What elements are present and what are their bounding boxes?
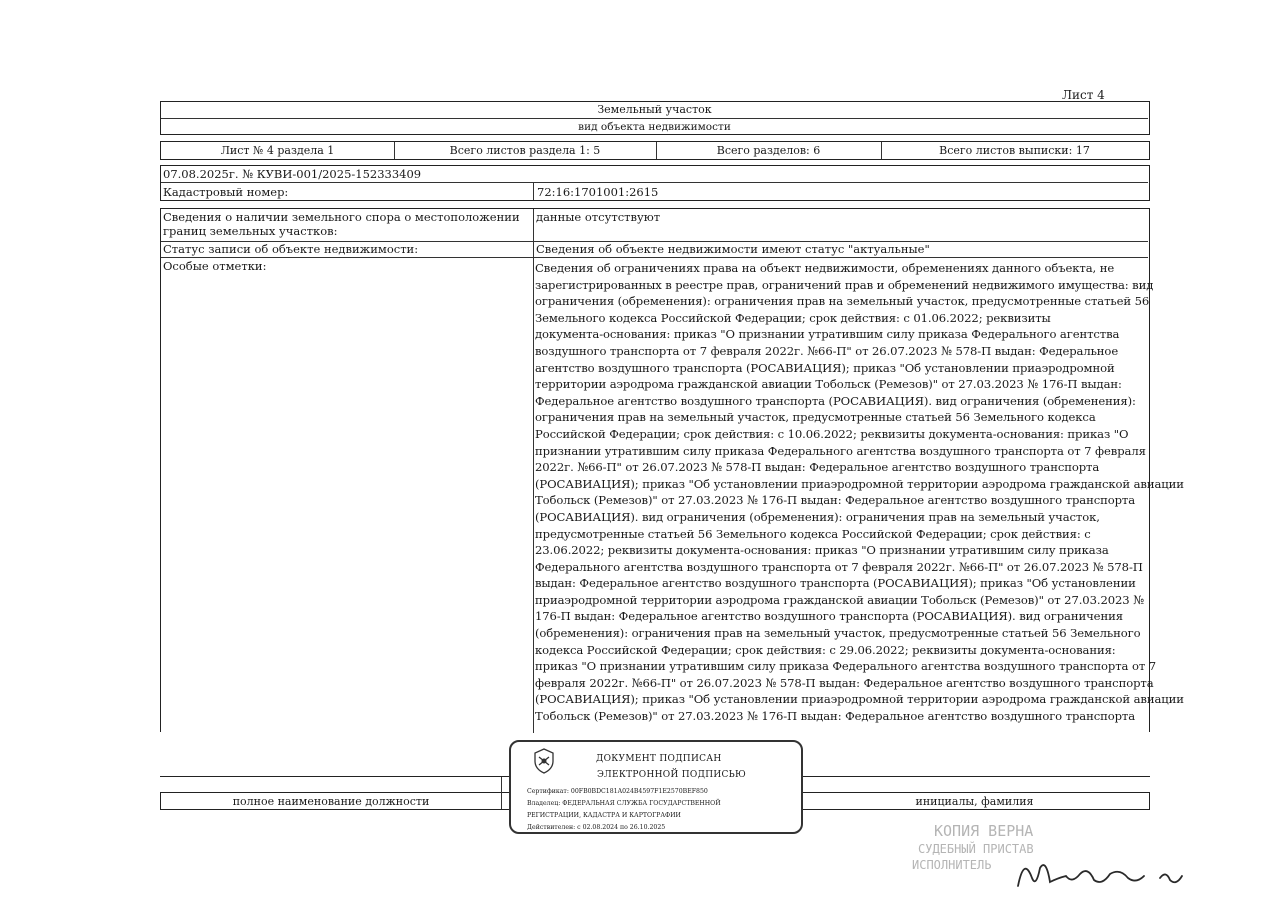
special-marks-line: выдан: Федеральное агентство воздушного транспорта (РОСАВИАЦИЯ); приказ "Об установлении [535,576,1136,591]
special-marks-line: 176-П выдан: Федеральное агентство воздушного транспорта (РОСАВИАЦИЯ). вид ограничения [535,609,1123,624]
special-marks-line: документа-основания: приказ "О признании утратившим силу приказа Федерального агентства [535,327,1120,342]
stamp-title-2: ЭЛЕКТРОННОЙ ПОДПИСЬЮ [597,770,747,780]
stamp-validity: Действителен: с 02.08.2024 по 26.10.2025 [527,824,666,831]
dispute-label-line1: Сведения о наличии земельного спора о местоположении [163,210,520,224]
special-marks-line: 2022г. №66-П" от 26.07.2023 № 578-П выдан: Федеральное агентство воздушного транспорта [535,460,1100,475]
special-marks-line: предусмотренные статьей 56 Земельного кодекса Российской Федерации; срок действия: с [535,526,1091,541]
special-marks-line: признании утратившим силу приказа Федерального агентства воздушного транспорта от 7 февраля [535,443,1146,458]
special-marks-line: агентство воздушного транспорта (РОСАВИАЦИЯ); приказ "Об установлении приаэродромной [535,360,1115,375]
cadastral-number: 72:16:1701001:2615 [537,185,659,199]
special-marks-line: зарегистрированных в реестре прав, ограничений прав и обременений недвижимого имущества: вид [535,277,1154,292]
special-marks-line: (обременения): ограничения прав на земельный участок, предусмотренные статьей 56 Земельного [535,626,1141,641]
special-marks-line: (РОСАВИАЦИЯ). вид ограничения (обременения): ограничения прав на земельный участок, [535,509,1100,524]
sheet-of-section: Лист № 4 раздела 1 [220,144,335,157]
special-marks-line: кодекса Российской Федерации; срок действия: с 29.06.2022; реквизиты документа-основания: [535,642,1116,657]
special-marks-line: Российской Федерации; срок действия: с 10.06.2022; реквизиты документа-основания: приказ "О [535,426,1129,441]
sheet-info-row [160,141,1150,160]
special-marks-line: приказ "О признании утратившим силу приказа Федерального агентства воздушного транспорта от 7 [535,659,1157,674]
special-marks-line: ограничения (обременения): ограничения прав на земельный участок, предусмотренные статьей 56 [535,294,1150,309]
special-marks-line: Сведения об ограничениях права на объект недвижимости, обременениях данного объекта, не [535,261,1115,275]
total-sheets-extract: Всего листов выписки: 17 [939,144,1090,157]
special-marks-line: территории аэродрома гражданской авиации Тобольск (Ремезов)" от 27.03.2023 № 176-П выдан: [535,377,1122,392]
special-marks-line: Земельного кодекса Российской Федерации; срок действия: с 01.06.2022; реквизиты [535,310,1051,325]
special-marks-line: Тобольск (Ремезов)" от 27.03.2023 № 176-П выдан: Федеральное агентство воздушного транспорта [535,493,1136,508]
status-value: Сведения об объекте недвижимости имеют статус "актуальные" [536,242,930,256]
copy-stamp-line-3: ИСПОЛНИТЕЛЬ [912,858,992,872]
copy-stamp-line-1: КОПИЯ ВЕРНА [934,822,1034,840]
copy-stamp-line-2: СУДЕБНЫЙ ПРИСТАВ [918,842,1034,856]
object-kind: вид объекта недвижимости [578,121,731,133]
status-label: Статус записи об объекте недвижимости: [163,242,419,256]
special-marks-line: воздушного транспорта от 7 февраля 2022г. №66-П" от 26.07.2023 № 578-П выдан: Федеральное [535,343,1119,358]
coat-of-arms-icon [529,746,559,776]
sheet-number: Лист 4 [1062,88,1105,102]
special-marks-line: Тобольск (Ремезов)" от 27.03.2023 № 176-П выдан: Федеральное агентство воздушного транспорта [535,709,1136,724]
stamp-owner-1: Владелец: ФЕДЕРАЛЬНАЯ СЛУЖБА ГОСУДАРСТВЕННОЙ [527,800,721,807]
initials-label: инициалы, фамилия [915,795,1034,808]
special-marks-line: (РОСАВИАЦИЯ); приказ "Об установлении приаэродромной территории аэродрома гражданской авиации [535,476,1184,491]
extract-block [160,165,1150,201]
extract-date-number: 07.08.2025г. № КУВИ-001/2025-152333409 [163,167,422,181]
dispute-label-line2: границ земельных участков: [163,224,338,238]
special-marks-line: приаэродромной территории аэродрома гражданской авиации Тобольск (Ремезов)" от 27.03.2023 № [535,592,1145,607]
position-label: полное наименование должности [232,795,430,808]
object-header [160,101,1150,135]
cadastral-label: Кадастровый номер: [163,185,289,199]
object-name: Земельный участок [597,103,712,116]
stamp-title-1: ДОКУМЕНТ ПОДПИСАН [596,754,722,764]
handwritten-signature [1010,848,1210,898]
stamp-owner-2: РЕГИСТРАЦИИ, КАДАСТРА И КАРТОГРАФИИ [527,812,681,819]
special-marks-line: Федеральное агентство воздушного транспорта (РОСАВИАЦИЯ). вид ограничения (обременения): [535,393,1136,408]
total-sheets-section: Всего листов раздела 1: 5 [449,144,601,157]
special-marks-line: 23.06.2022; реквизиты документа-основания: приказ "О признании утратившим силу приказа [535,543,1109,558]
special-marks-text [535,260,1184,725]
stamp-certificate: Сертификат: 00FB0BDC181A024B4597F1E2570BEF850 [527,788,708,795]
dispute-value: данные отсутствуют [536,210,661,224]
special-marks-line: ограничения прав на земельный участок, предусмотренные статьей 56 Земельного кодекса [535,410,1096,425]
e-signature-stamp [509,740,803,834]
total-sections: Всего разделов: 6 [716,144,821,157]
special-marks-line: февраля 2022г. №66-П" от 26.07.2023 № 578-П выдан: Федеральное агентство воздушного транспорта [535,675,1154,690]
special-marks-label: Особые отметки: [163,259,267,273]
special-marks-line: Федерального агентства воздушного транспорта от 7 февраля 2022г. №66-П" от 26.07.2023 № 578-П [535,559,1143,574]
special-marks-line: (РОСАВИАЦИЯ); приказ "Об установлении приаэродромной территории аэродрома гражданской авиации [535,692,1184,707]
